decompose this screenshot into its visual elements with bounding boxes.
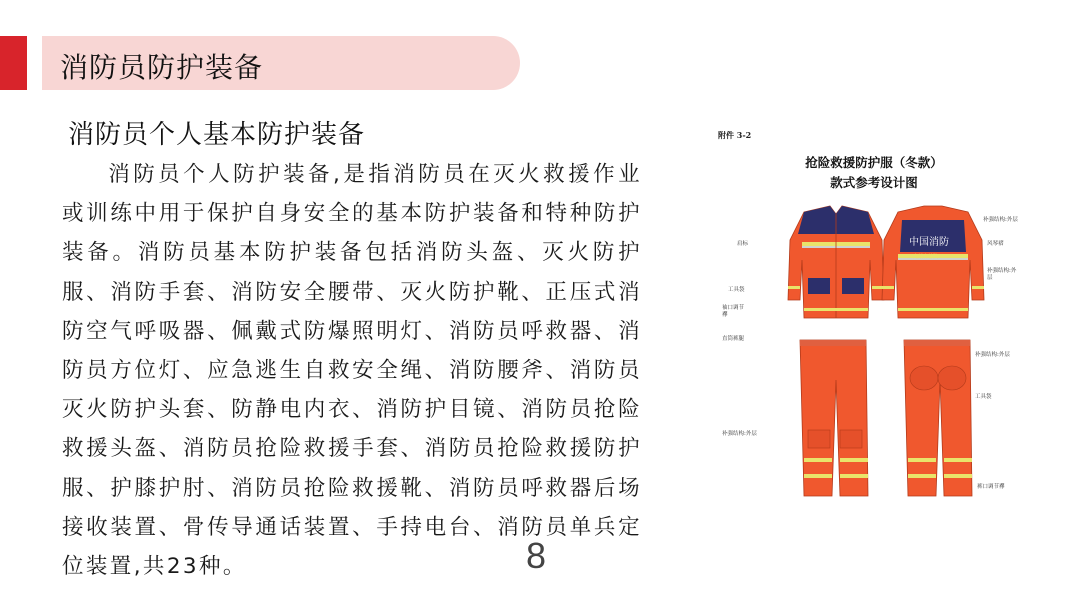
body-paragraph: 消防员个人防护装备,是指消防员在灭火救援作业或训练中用于保护自身安全的基本防护装备和特种防护装备。消防员基本防护装备包括消防头盔、灭火防护服、消防手套、消防安全腰带、灭火防护靴、正压式消防空气呼吸器、佩戴式防爆照明灯、消防员呼救器、消防员方位灯、应急逃生自救安全绳、消防腰斧、消防员灭火防护头套、防静电内衣、消防护目镜、消防员抢险救援头盔、消防员抢险救援手套、消防员抢险救援防护服、护膝护肘、消防员抢险救援靴、消防员呼救器后场接收装置、骨传导通话装置、手持电台、消防员单兵定位装置,共23种。 (62, 162, 642, 580)
callout-tool-pocket-left: 工具袋 (728, 287, 745, 293)
page-title: 消防员防护装备 (60, 51, 264, 84)
callout-outer-right-mid: 补强结构:外层 (987, 268, 1017, 281)
back-print-text: 中国消防 (909, 237, 949, 248)
callout-windproof: 风琴褶 (987, 241, 1004, 247)
callout-tool-pocket-right: 工具袋 (975, 394, 992, 400)
figure-subtitle: 款式参考设计图 (830, 175, 918, 190)
callout-cuff: 袖口调节襻 (722, 305, 745, 318)
callout-collar: 肩标 (737, 241, 749, 247)
page-number: 8 (526, 535, 547, 576)
pants-back (904, 340, 972, 496)
figure-annex-label: 附件 3-2 (718, 130, 752, 140)
callout-waist: 直筒裤腿 (722, 336, 745, 342)
accent-tab (0, 36, 27, 90)
callout-outer-right-top: 补强结构:外层 (983, 217, 1018, 223)
jacket-front (788, 206, 884, 318)
callout-hem: 裤口调节襻 (977, 484, 1005, 490)
callout-outer-pants-right: 补强结构:外层 (975, 352, 1010, 358)
back-print-subtext: 内蒙古总队 (913, 254, 939, 260)
figure-title: 抢险救援防护服（冬款） (805, 155, 943, 170)
rescue-suit-illustration (712, 190, 1022, 510)
jacket-back (882, 206, 984, 318)
section-heading: 消防员个人基本防护装备 (68, 120, 366, 150)
callout-outer-pants-left: 补强结构:外层 (722, 431, 757, 437)
pants-front (800, 340, 868, 496)
